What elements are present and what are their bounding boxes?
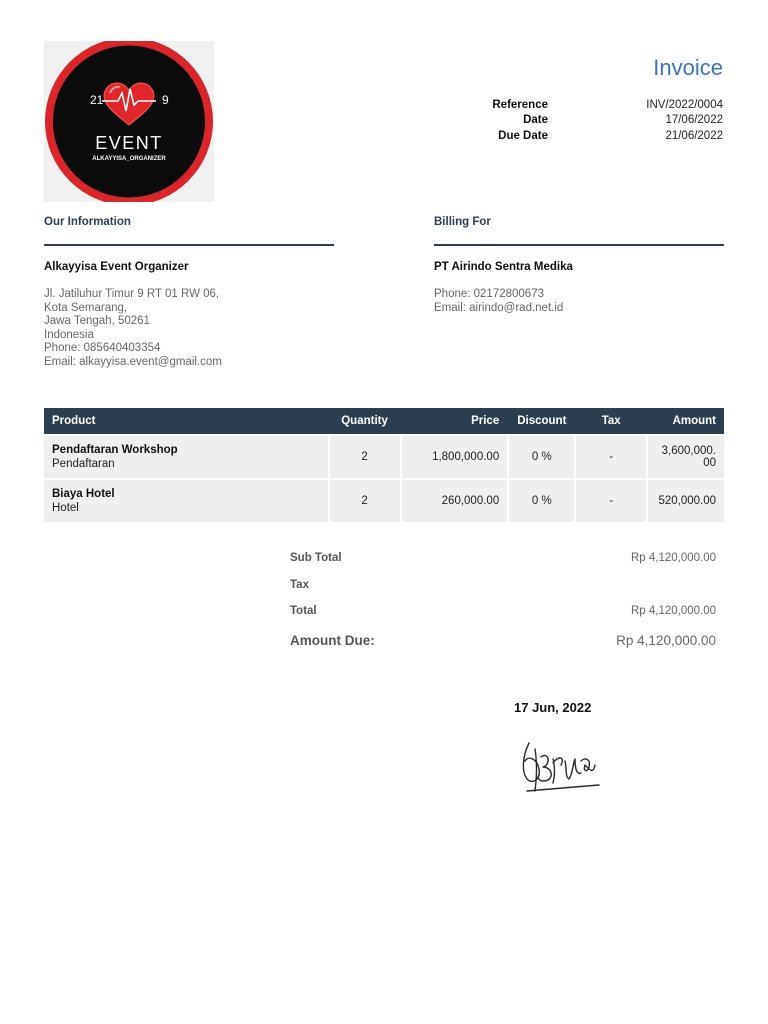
logo-subtitle: ALKAYYISA_ORGANIZER [92,156,166,162]
company-logo [44,41,214,202]
phone-line: Phone: 085640403354 [44,342,161,354]
signature-date: 17 Jun, 2022 [514,700,592,715]
address-line: Jl. Jatiluhur Timur 9 RT 01 RW 06, [44,288,220,300]
address-line: Indonesia [44,328,94,341]
invoice-meta [440,98,723,144]
product-description: Pendaftaran [52,458,115,470]
logo-title: EVENT [95,133,163,153]
column-header-discount: Discount [507,408,574,434]
amount-line: 3,600,000. [661,445,716,457]
tax-cell: - [574,478,646,522]
product-description: Hotel [52,502,79,514]
total-value: Rp 4,120,000.00 [630,605,716,617]
amount-cell [646,434,724,478]
product-name: Biaya Hotel [52,488,115,500]
quantity-cell: 2 [328,478,400,522]
company-name: Alkayyisa Event Organizer [44,261,189,273]
meta-row-date [440,113,723,128]
meta-row-due-date [440,129,723,144]
handwritten-signature [515,735,605,797]
logo-number-left: 21 [90,93,104,107]
logo-number-right: 9 [162,93,169,107]
address-line: Kota Semarang, [44,301,128,314]
product-cell [44,434,328,478]
product-cell [44,478,328,522]
amount-line: 520,000.00 [658,495,716,507]
discount-cell: 0 % [507,478,574,522]
column-header-amount: Amount [646,408,724,434]
table-header-row [44,408,724,434]
amount-due-label: Amount Due: [290,633,375,648]
meta-label: Due Date [498,129,548,142]
tax-label: Tax [290,579,309,591]
table-row [44,434,724,478]
our-information-divider [44,244,334,246]
amount-line: 00 [703,457,716,469]
meta-label: Date [523,114,548,127]
total-label: Total [290,605,317,617]
client-contact [434,288,563,315]
quantity-cell: 2 [328,434,400,478]
email-line: Email: alkayyisa.event@gmail.com [44,355,222,368]
line-items-table [44,408,724,522]
address-line: Jawa Tengah, 50261 [44,315,150,327]
discount-cell: 0 % [507,434,574,478]
column-header-product: Product [44,408,328,434]
column-header-price: Price [400,408,508,434]
subtotal-value: Rp 4,120,000.00 [630,552,716,564]
meta-value: INV/2022/0004 [646,99,723,111]
subtotal-label: Sub Total [290,552,342,564]
tax-cell: - [574,434,646,478]
price-cell: 1,800,000.00 [400,434,508,478]
table-row [44,478,724,522]
amount-due-value: Rp 4,120,000.00 [616,633,716,648]
column-header-tax: Tax [574,408,646,434]
price-cell: 260,000.00 [400,478,508,522]
our-information-heading: Our Information [44,216,131,228]
product-name: Pendaftaran Workshop [52,444,178,456]
company-address [44,288,222,369]
event-logo-graphic [44,41,214,202]
meta-label: Reference [492,99,548,111]
meta-value: 17/06/2022 [665,114,723,127]
meta-row-reference [440,98,723,113]
billing-for-heading: Billing For [434,216,491,228]
email-line: Email: airindo@rad.net.id [434,301,564,314]
phone-line: Phone: 02172800673 [434,288,544,300]
amount-cell [646,478,724,522]
meta-value: 21/06/2022 [665,129,723,142]
invoice-title: Invoice [653,55,723,80]
column-header-quantity: Quantity [328,408,400,434]
billing-for-divider [434,244,724,246]
client-name: PT Airindo Sentra Medika [434,261,573,273]
